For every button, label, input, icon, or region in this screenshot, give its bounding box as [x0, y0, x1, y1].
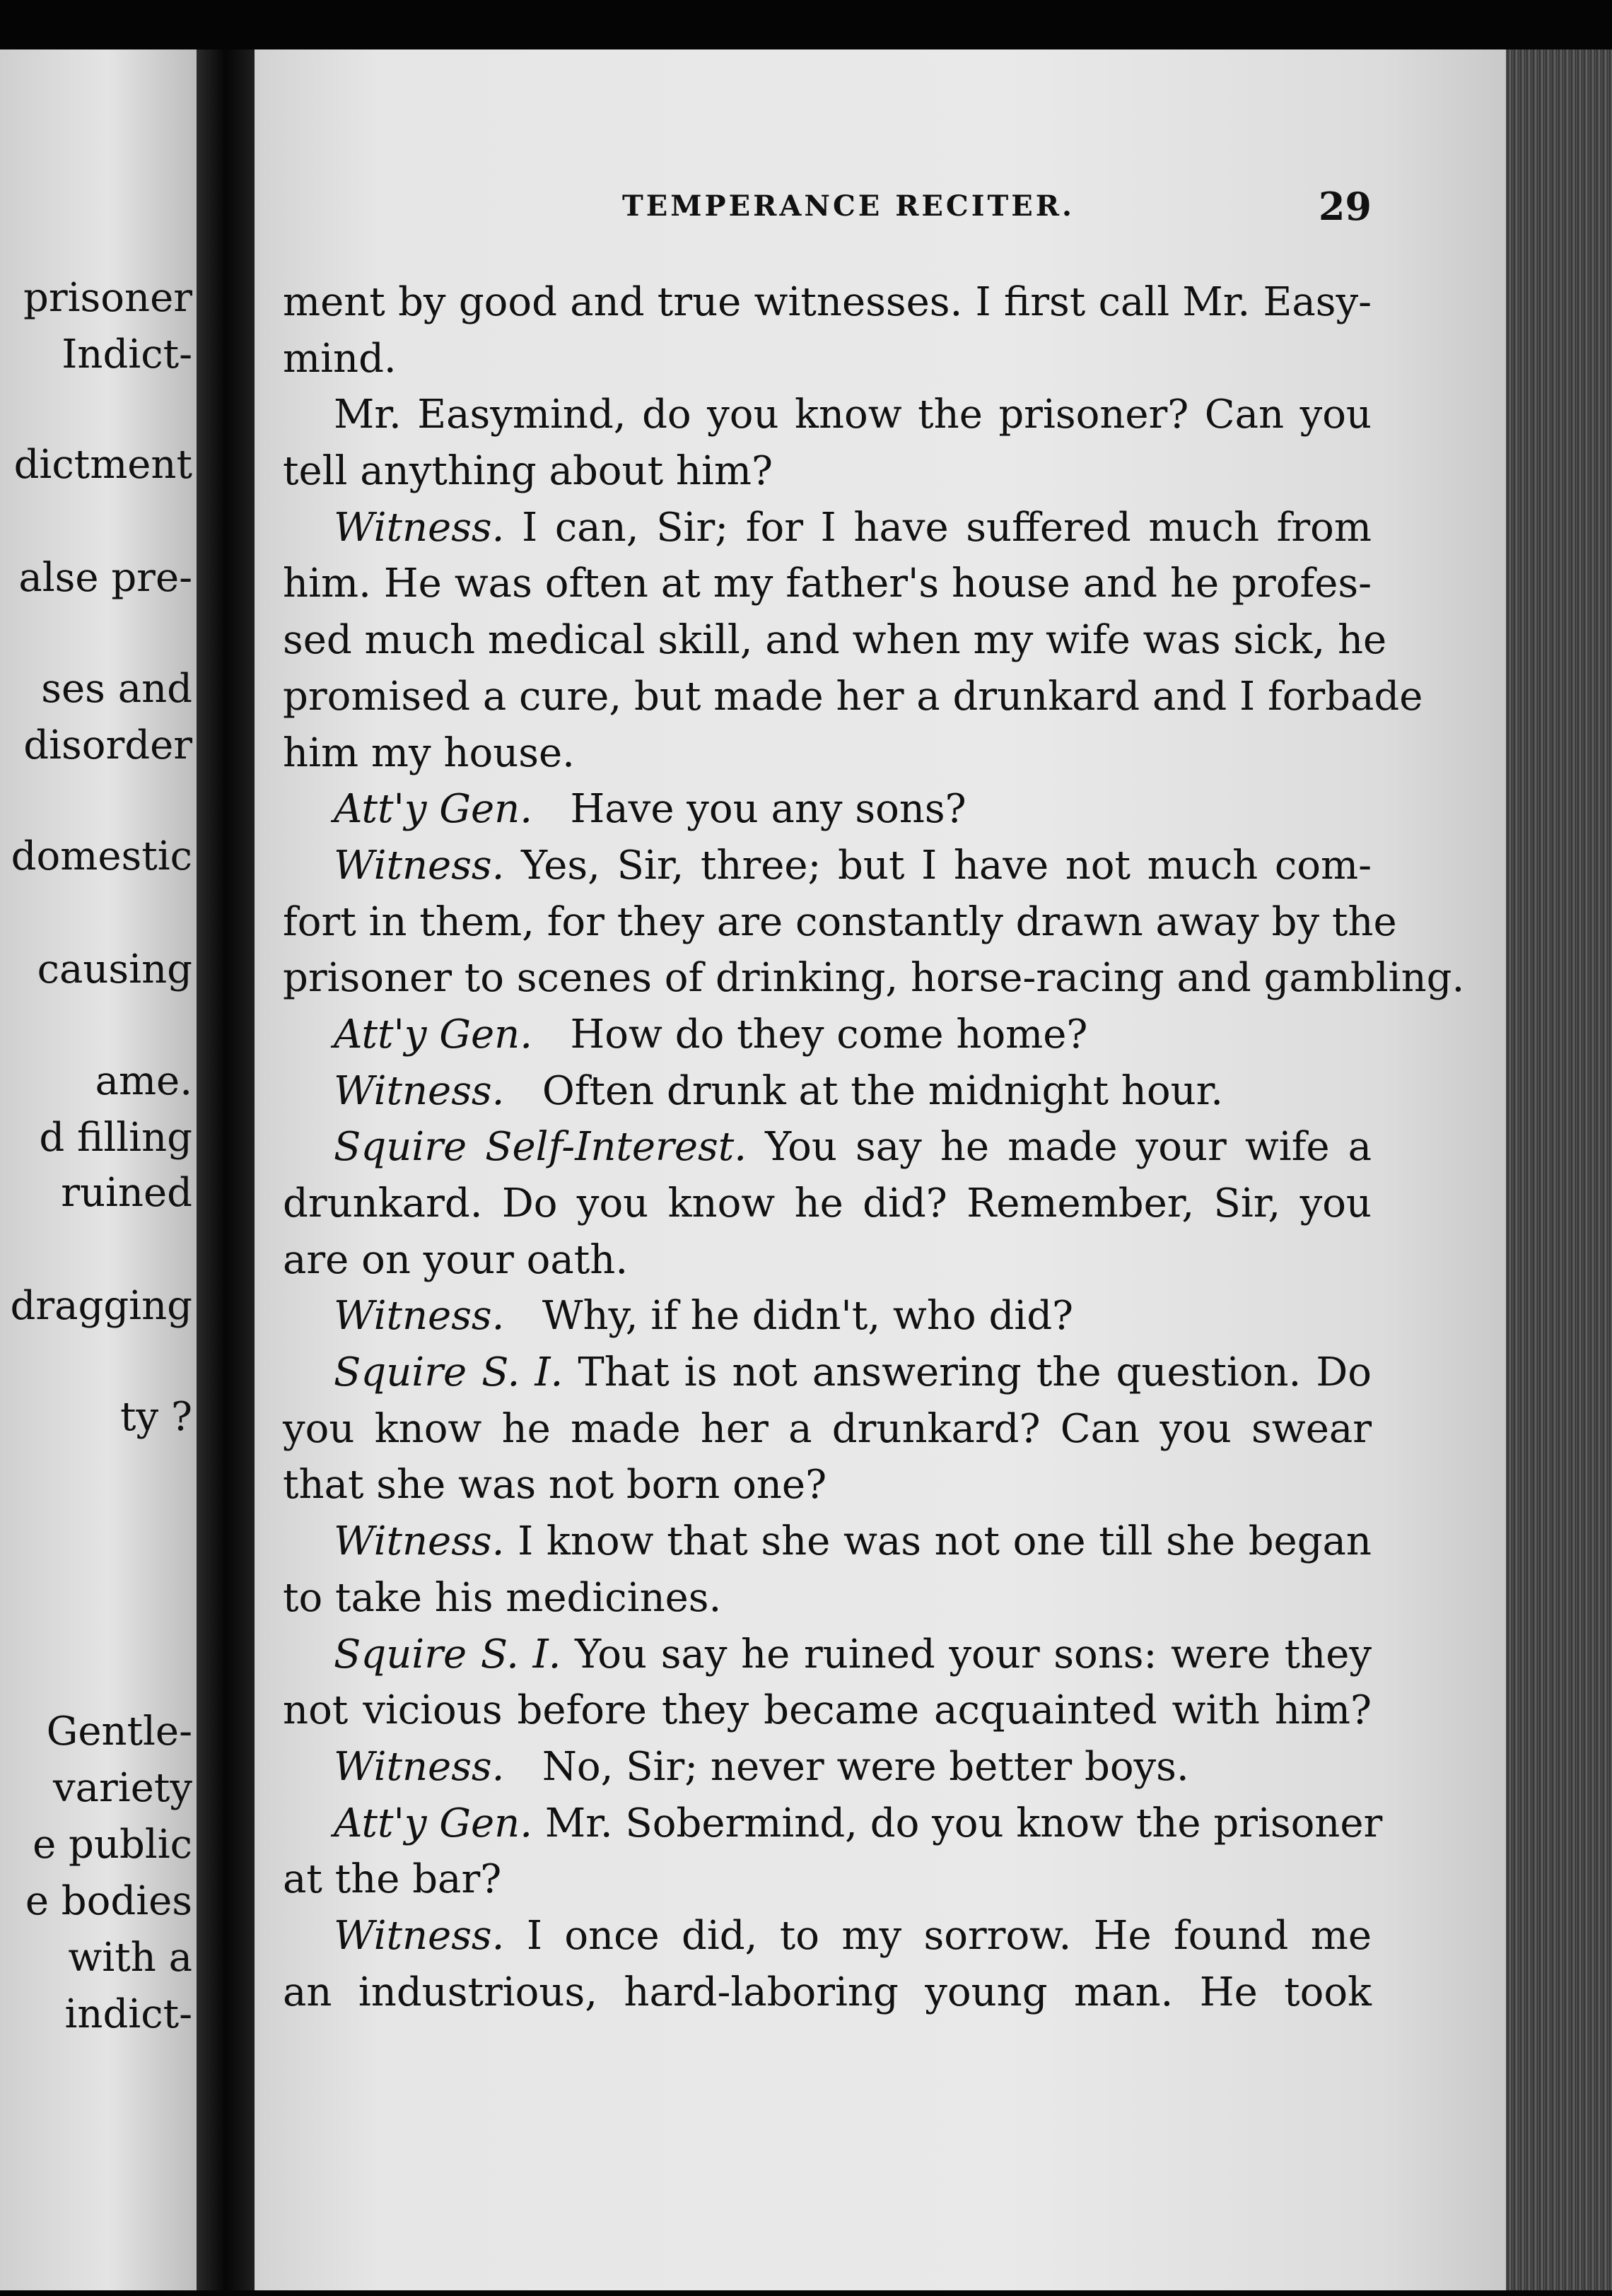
line-text: I know that she was not one till she began [518, 1518, 1372, 1565]
line-text: sed much medical skill, and when my wife was sick, he [283, 617, 1387, 664]
text-line [283, 1007, 1372, 1063]
speaker-label: Witness. [334, 1518, 505, 1565]
line-text: Mr. Sobermind, do you know the prisoner [544, 1800, 1383, 1846]
speaker-label: Witness. [334, 1067, 505, 1114]
text-line [283, 1570, 1372, 1627]
line-text: That is not answering the question. Do [578, 1349, 1372, 1396]
line-text: promised a cure, but made her a drunkard and I forbade [283, 673, 1423, 720]
facing-page-line: e bodies [25, 1878, 192, 1924]
facing-page-line: domestic [11, 833, 192, 879]
text-line [283, 1739, 1372, 1796]
line-text: Why, if he didn't, who did? [542, 1293, 1074, 1340]
speaker-label: Witness. [334, 842, 505, 889]
speaker-label: Witness. [334, 1293, 505, 1340]
running-title: TEMPERANCE RECITER. [622, 189, 1075, 223]
text-line [283, 1063, 1372, 1120]
text-line [283, 612, 1387, 669]
facing-page-line: d filling [39, 1115, 192, 1161]
speaker-label: Witness. [334, 504, 505, 551]
text-line [283, 1119, 1372, 1176]
facing-page-line: ty ? [120, 1394, 192, 1440]
line-text: You say he ruined your sons: were they [575, 1631, 1372, 1677]
text-line [283, 1288, 1372, 1345]
text-line [283, 894, 1397, 951]
speaker-label: Att'y Gen. [334, 1800, 533, 1846]
text-line [283, 274, 1372, 331]
line-text: Have you any sons? [570, 786, 966, 833]
text-line [283, 838, 1372, 894]
facing-page-line: ruined [61, 1170, 192, 1216]
text-line [283, 1851, 1372, 1908]
text-line [283, 1232, 1372, 1289]
text-line [283, 1964, 1372, 2021]
facing-page-line: e public [33, 1822, 192, 1868]
facing-page-line: dragging [10, 1283, 192, 1329]
line-text: mind. [283, 335, 397, 382]
facing-page-line: Indict- [62, 332, 192, 377]
text-line [283, 1457, 1372, 1513]
text-line [283, 725, 1372, 782]
speaker-label: Squire S. I. [334, 1631, 561, 1677]
line-text: drunkard. Do you know he did? Remember, Sir, you [283, 1181, 1372, 1226]
facing-page-line: variety [53, 1765, 192, 1811]
facing-page-line: Gentle- [46, 1709, 192, 1755]
text-line [283, 331, 1372, 387]
facing-page-fragment [0, 49, 197, 2290]
speaker-label: Att'y Gen. [334, 1011, 533, 1058]
facing-page-line: with a [68, 1935, 192, 1981]
text-line [283, 781, 1372, 838]
line-text: I once did, to my sorrow. He found me [526, 1912, 1372, 1959]
line-text: No, Sir; never were better boys. [542, 1743, 1189, 1790]
line-text: Often drunk at the midnight hour. [542, 1067, 1224, 1114]
line-text: You say he made your wife a [765, 1124, 1372, 1171]
text-line [283, 443, 1372, 500]
line-text: Yes, Sir, three; but I have not much com- [521, 842, 1372, 889]
facing-page-line: alse pre- [18, 555, 192, 601]
text-line [283, 669, 1423, 725]
text-line [283, 1176, 1372, 1232]
line-text: are on your oath. [283, 1236, 629, 1283]
text-line [283, 387, 1372, 443]
text-line [283, 950, 1465, 1007]
text-line [283, 1796, 1383, 1852]
facing-page-line: disorder [23, 722, 192, 768]
text-line [283, 1908, 1372, 1964]
speaker-label: Squire Self-Interest. [334, 1124, 747, 1171]
page-number: 29 [1318, 184, 1372, 229]
facing-page-line: causing [37, 947, 192, 992]
line-text: an industrious, hard-laboring young man. He took [283, 1969, 1372, 2015]
facing-page-line: dictment [13, 442, 192, 488]
facing-page-line: ame. [95, 1058, 192, 1104]
speaker-label: Att'y Gen. [334, 786, 533, 833]
line-text: him. He was often at my father's house and he profes- [283, 561, 1372, 607]
line-text: you know he made her a drunkard? Can you swear [283, 1405, 1372, 1452]
line-text: tell anything about him? [283, 448, 773, 495]
book-gutter [197, 49, 255, 2290]
line-text: ment by good and true witnesses. I first call Mr. Easy- [283, 279, 1372, 325]
line-text: How do they come home? [570, 1011, 1088, 1058]
line-text: at the bar? [283, 1856, 502, 1903]
text-line [283, 556, 1372, 612]
body-text [283, 274, 1465, 2020]
line-text: fort in them, for they are constantly drawn away by the [283, 898, 1397, 945]
line-text: prisoner to scenes of drinking, horse-racing and gambling. [283, 955, 1465, 1002]
facing-page-line: prisoner [23, 275, 192, 321]
text-line [283, 1345, 1372, 1401]
facing-page-line: ses and [41, 666, 192, 712]
line-text: to take his medicines. [283, 1574, 722, 1621]
line-text: not vicious before they became acquainted with him? [283, 1687, 1372, 1734]
speaker-label: Witness. [334, 1912, 505, 1959]
text-line [283, 500, 1372, 556]
scan-bottom-border [0, 2290, 1612, 2296]
text-line [283, 1627, 1372, 1683]
text-line [283, 1682, 1372, 1739]
facing-page-line: indict- [64, 1991, 192, 2037]
scan-top-border [0, 0, 1612, 49]
line-text: him my house. [283, 730, 575, 776]
line-text: Mr. Easymind, do you know the prisoner? Can you [334, 392, 1372, 438]
text-line [283, 1513, 1372, 1570]
page-stack-edge [1506, 49, 1612, 2290]
text-line [283, 1401, 1372, 1458]
speaker-label: Squire S. I. [334, 1349, 563, 1396]
running-header [368, 184, 1372, 232]
line-text: I can, Sir; for I have suffered much from [522, 504, 1372, 551]
speaker-label: Witness. [334, 1743, 505, 1790]
line-text: that she was not born one? [283, 1462, 827, 1509]
